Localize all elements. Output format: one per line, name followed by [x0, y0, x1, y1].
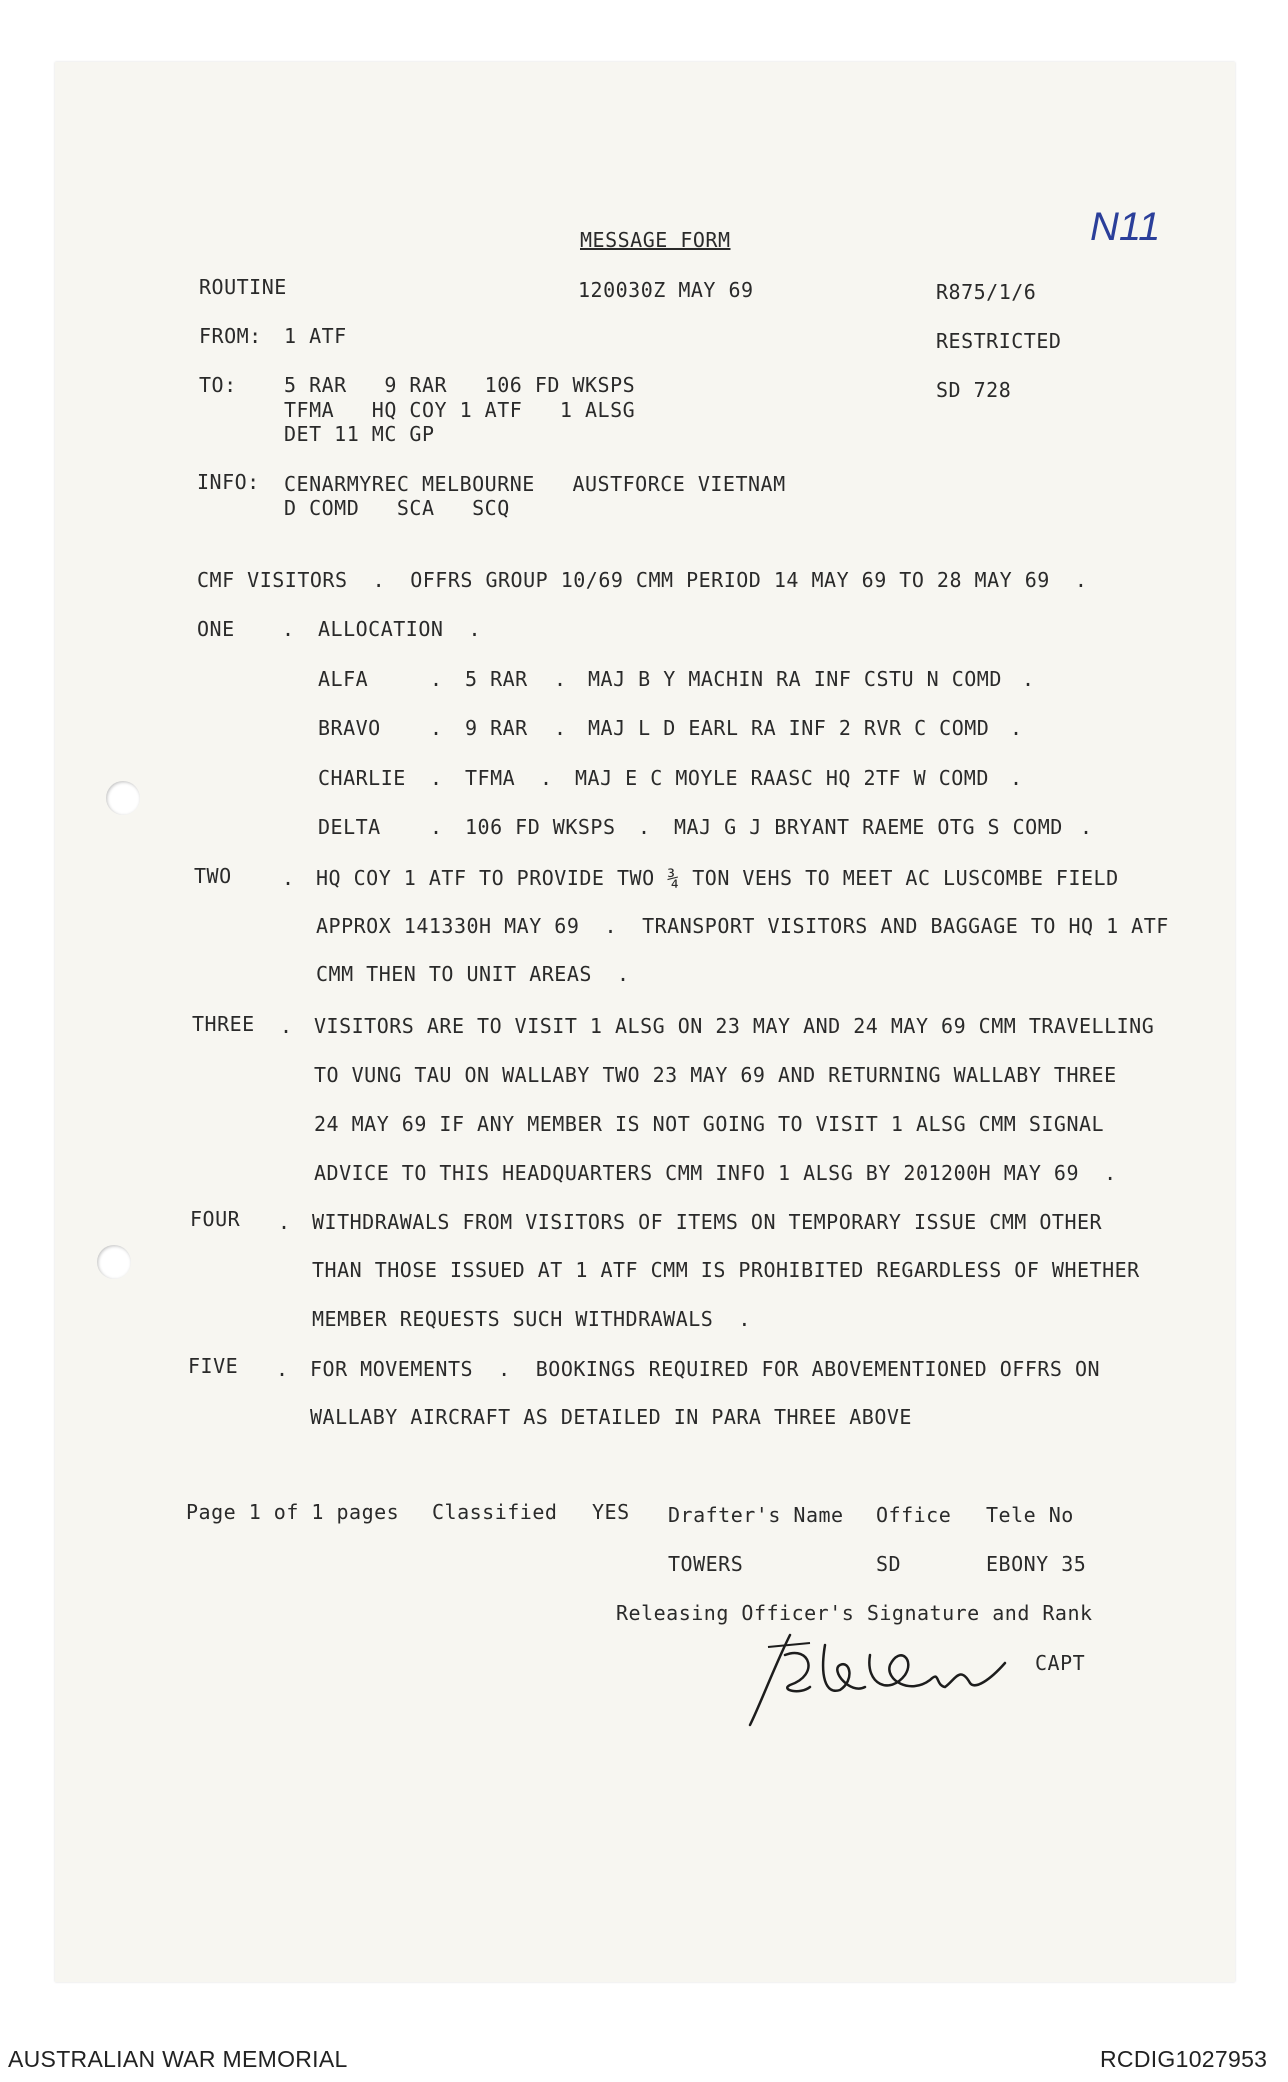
- to-line-3: DET 11 MC GP: [284, 422, 435, 446]
- tele-label: Tele No: [986, 1503, 1074, 1527]
- allocation-unit: 5 RAR: [465, 667, 528, 691]
- allocation-end: .: [1010, 716, 1023, 740]
- precedence: ROUTINE: [199, 275, 287, 299]
- para-five-line: WALLABY AIRCRAFT AS DETAILED IN PARA THREE ABOVE: [310, 1405, 912, 1429]
- allocation-end: .: [1080, 815, 1093, 839]
- form-title: MESSAGE FORM: [580, 228, 731, 252]
- allocation-code: BRAVO: [318, 716, 381, 740]
- allocation-code: ALFA: [318, 667, 369, 691]
- allocation-dot: .: [430, 716, 443, 740]
- handwritten-annotation: N11: [1090, 205, 1161, 249]
- credit-left: AUSTRALIAN WAR MEMORIAL: [8, 2046, 348, 2072]
- allocation-code: CHARLIE: [318, 766, 406, 790]
- allocation-dot: .: [430, 766, 443, 790]
- para-four-line: WITHDRAWALS FROM VISITORS OF ITEMS ON TEMPORARY ISSUE CMM OTHER: [312, 1210, 1103, 1234]
- info-line-1: CENARMYREC MELBOURNE AUSTFORCE VIETNAM: [284, 472, 786, 496]
- para-four-line: MEMBER REQUESTS SUCH WITHDRAWALS .: [312, 1307, 751, 1331]
- allocation-officer: MAJ L D EARL RA INF 2 RVR C COMD: [588, 716, 990, 740]
- sd-number: SD 728: [936, 378, 1012, 402]
- allocation-dot: .: [554, 716, 567, 740]
- drafter-label: Drafter's Name: [668, 1503, 844, 1527]
- para-two-line: APPROX 141330H MAY 69 . TRANSPORT VISITORS AND BAGGAGE TO HQ 1 ATF: [316, 914, 1169, 938]
- allocation-unit: TFMA: [465, 766, 516, 790]
- allocation-dot: .: [540, 766, 553, 790]
- office-value: SD: [876, 1552, 902, 1576]
- punch-hole: [97, 1245, 131, 1279]
- allocation-unit: 106 FD WKSPS: [465, 815, 616, 839]
- para-five-line: FOR MOVEMENTS . BOOKINGS REQUIRED FOR ABOVEMENTIONED OFFRS ON: [310, 1357, 1101, 1381]
- para-five-number: FIVE: [188, 1354, 239, 1378]
- credit-right: RCDIG1027953: [1100, 2046, 1268, 2072]
- signature: [740, 1625, 1030, 1740]
- allocation-officer: MAJ B Y MACHIN RA INF CSTU N COMD: [588, 667, 1002, 691]
- para-two-dot: .: [282, 866, 295, 890]
- allocation-dot: .: [430, 667, 443, 691]
- to-label: TO:: [199, 373, 237, 397]
- allocation-end: .: [1022, 667, 1035, 691]
- date-time-group: 120030Z MAY 69: [578, 278, 754, 302]
- para-three-line: VISITORS ARE TO VISIT 1 ALSG ON 23 MAY AND 24 MAY 69 CMM TRAVELLING: [314, 1014, 1155, 1038]
- allocation-end: .: [1010, 766, 1023, 790]
- para-three-line: 24 MAY 69 IF ANY MEMBER IS NOT GOING TO VISIT 1 ALSG CMM SIGNAL: [314, 1112, 1105, 1136]
- para-two-line: CMM THEN TO UNIT AREAS .: [316, 962, 630, 986]
- para-five-dot: .: [276, 1357, 289, 1381]
- allocation-dot: .: [430, 815, 443, 839]
- allocation-officer: MAJ G J BRYANT RAEME OTG S COMD: [674, 815, 1063, 839]
- para-four-dot: .: [278, 1210, 291, 1234]
- allocation-officer: MAJ E C MOYLE RAASC HQ 2TF W COMD: [575, 766, 989, 790]
- para-three-dot: .: [280, 1014, 293, 1038]
- allocation-dot: .: [554, 667, 567, 691]
- info-label: INFO:: [197, 470, 260, 494]
- para-one-dot: .: [282, 617, 295, 641]
- allocation-dot: .: [638, 815, 651, 839]
- office-label: Office: [876, 1503, 952, 1527]
- punch-hole: [106, 781, 140, 815]
- from-value: 1 ATF: [284, 324, 347, 348]
- classification: RESTRICTED: [936, 329, 1062, 353]
- allocation-unit: 9 RAR: [465, 716, 528, 740]
- para-two-number: TWO: [194, 864, 232, 888]
- para-one-number: ONE: [197, 617, 235, 641]
- para-three-line: ADVICE TO THIS HEADQUARTERS CMM INFO 1 ALSG BY 201200H MAY 69 .: [314, 1161, 1117, 1185]
- from-label: FROM:: [199, 324, 262, 348]
- para-three-number: THREE: [192, 1012, 255, 1036]
- classified-label: Classified: [432, 1500, 558, 1524]
- tele-value: EBONY 35: [986, 1552, 1087, 1576]
- para-two-line: HQ COY 1 ATF TO PROVIDE TWO ¾ TON VEHS TO MEET AC LUSCOMBE FIELD: [316, 866, 1119, 890]
- info-line-2: D COMD SCA SCQ: [284, 496, 510, 520]
- para-three-line: TO VUNG TAU ON WALLABY TWO 23 MAY 69 AND RETURNING WALLABY THREE: [314, 1063, 1117, 1087]
- to-line-2: TFMA HQ COY 1 ATF 1 ALSG: [284, 398, 636, 422]
- drafter-value: TOWERS: [668, 1552, 744, 1576]
- allocation-code: DELTA: [318, 815, 381, 839]
- file-reference: R875/1/6: [936, 280, 1037, 304]
- to-line-1: 5 RAR 9 RAR 106 FD WKSPS: [284, 373, 636, 397]
- rank: CAPT: [1035, 1651, 1086, 1675]
- para-four-line: THAN THOSE ISSUED AT 1 ATF CMM IS PROHIBITED REGARDLESS OF WHETHER: [312, 1258, 1140, 1282]
- subject-line: CMF VISITORS . OFFRS GROUP 10/69 CMM PERIOD 14 MAY 69 TO 28 MAY 69 .: [197, 568, 1088, 592]
- para-one-text: ALLOCATION .: [318, 617, 482, 641]
- releasing-officer-label: Releasing Officer's Signature and Rank: [616, 1601, 1093, 1625]
- classified-value: YES: [592, 1500, 630, 1524]
- page-count: Page 1 of 1 pages: [186, 1500, 400, 1524]
- para-four-number: FOUR: [190, 1207, 241, 1231]
